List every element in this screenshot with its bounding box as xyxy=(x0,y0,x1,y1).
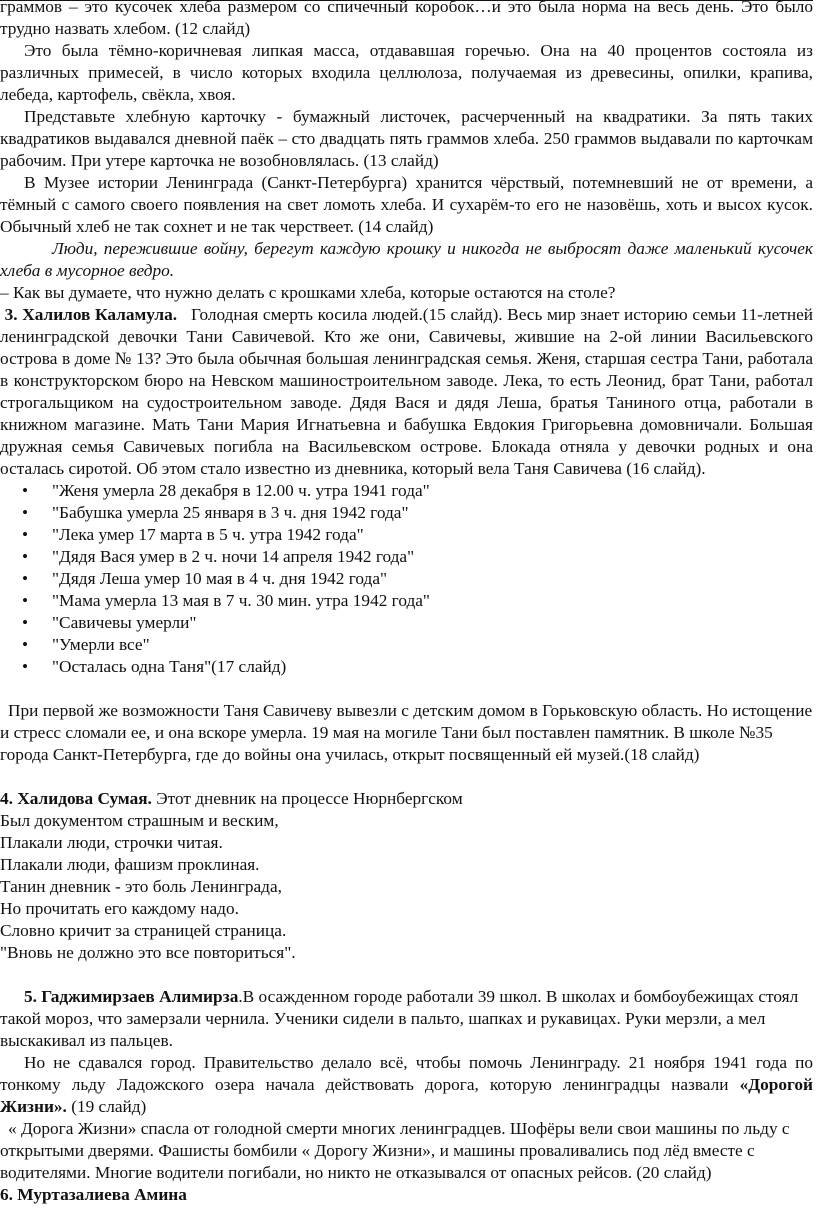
paragraph-museum: В Музее истории Ленинграда (Санкт-Петербурга) хранится чёрствый, потемневший не от времени, а тёмный с самого своего появления на свет ломоть хлеба. И сухарём-то его не назовёшь, хоть и высох кусок. Обычный хлеб не так сохнет и не так черствеет. (14 слайд) xyxy=(0,173,813,236)
paragraph-italic-crumbs xyxy=(0,238,813,282)
paragraph-bread-norm: граммов – это кусочек хлеба размером со спичечный коробок…и это была норма на весь день. Это было трудно назвать хлебом. (12 слайд) xyxy=(0,0,813,38)
speaker-name-3: 3. Халилов Каламула. xyxy=(4,305,178,324)
speaker-name-5: 5. Гаджимирзаев Алимирза xyxy=(24,987,239,1006)
poem-line: "Вновь не должно это все повториться". xyxy=(0,943,296,962)
paragraph-ration-card: Представьте хлебную карточку - бумажный листочек, расчерченный на квадратики. За пять таких квадратиков выдавался дневной паёк – сто двадцать пять граммов хлеба. 250 граммов выдавали по карточкам рабочим. При утере карточка не возобновлялась. (13 слайд) xyxy=(0,107,813,170)
list-item: • "Дядя Вася умер в 2 ч. ночи 14 апреля 1942 года" xyxy=(22,546,813,568)
section-5-text: .В осажденном городе работали 39 школ. В школах и бомбоубежищах стоял такой мороз, что замерзали чернила. Ученики сидели в пальто, шапках и рукавицах. Руки мерзли, а мел выскакивал из пальцев. xyxy=(0,987,799,1050)
diary-list xyxy=(0,480,813,678)
italic-text: Люди, пережившие войну, берегут каждую крошку и никогда не выбросят даже маленький кусочек хлеба в мусорное ведро. xyxy=(0,239,813,280)
poem-line: Словно кричит за страницей страница. xyxy=(0,921,287,940)
paragraph-drivers: « Дорога Жизни» спасла от голодной смерти многих ленинградцев. Шофёры вели свои машины по льду с открытыми дверями. Фашисты бомбили « Дорогу Жизни», и машины проваливались под лёд вместе с водителями. Многие водители погибали, но никто не отказывался от опасных рейсов. (20 слайд) xyxy=(0,1119,790,1182)
speaker-name-4: 4. Халидова Сумая. xyxy=(0,789,152,808)
paragraph-question: – Как вы думаете, что нужно делать с крошками хлеба, которые остаются на столе? xyxy=(0,283,616,302)
poem-line: 4. Халидова Сумая. Этот дневник на процессе Нюрнбергском xyxy=(0,789,463,808)
poem-line: Плакали люди, фашизм проклиная. xyxy=(0,855,260,874)
poem-line: Танин дневник - это боль Ленинграда, xyxy=(0,877,282,896)
poem-line: Плакали люди, строчки читая. xyxy=(0,833,223,852)
paragraph-evacuation: При первой же возможности Таня Савичеву вывезли с детским домом в Горьковскую область. Но истощение и стресс сломали ее, и она вскоре умерла. 19 мая на могиле Тани был поставлен памятник. В школе №35 города Санкт-Петербурга, где до войны она училась, открыт посвященный ей музей.(18 слайд) xyxy=(0,701,813,764)
list-item: • "Женя умерла 28 декабря в 12.00 ч. утра 1941 года" xyxy=(22,480,813,502)
list-item: • "Умерли все" xyxy=(22,634,813,656)
section-4 xyxy=(0,788,813,964)
list-item: • "Савичевы умерли" xyxy=(22,612,813,634)
section-3-text: Голодная смерть косила людей.(15 слайд). Весь мир знает историю семьи 11-летней ленинградской девочки Тани Савичевой. Кто же они, Савичевы, жившие на 2-ой линии Васильевского острова в доме № 13? Это была обычная большая ленинградская семья. Женя, старшая сестра Тани, работала в конструкторском бюро на Невском машиностроительном заводе. Лека, то есть Леонид, брат Тани, работал строгальщиком на судостроительном заводе. Дядя Вася и дядя Леша, братья Таниного отца, работали в книжном магазине. Мать Тани Мария Игнатьевна и бабушка Евдокия Григорьевна домовничали. Большая дружная семья Савичевых погибла на Васильевском острове. Блокада отняла у девочки родных и она осталась сиротой. Об этом стало известно из дневника, который вела Таня Савичева (16 слайд). xyxy=(0,305,813,478)
list-item: • "Дядя Леша умер 10 мая в 4 ч. дня 1942 года" xyxy=(22,568,813,590)
section-5 xyxy=(0,986,813,1052)
road-of-life-bold: «Дорогой Жизни». xyxy=(0,1075,813,1116)
paragraph-road-of-life: Но не сдавался город. Правительство делало всё, чтобы помочь Ленинграду. 21 ноября 1941 года по тонкому льду Ладожского озера начала действовать дорога, которую ленинградцы назвали «Дорогой Жизни». (19 слайд) xyxy=(0,1053,813,1116)
list-item: • "Лека умер 17 марта в 5 ч. утра 1942 года" xyxy=(22,524,813,546)
poem-line: Был документом страшным и веским, xyxy=(0,811,279,830)
paragraph-bread-composition: Это была тёмно-коричневая липкая масса, отдававшая горечью. Она на 40 процентов состояла из различных примесей, в число которых входила целлюлоза, получаемая из древесины, опилки, крапива, лебеда, картофель, свёкла, хвоя. xyxy=(0,41,813,104)
list-item: • "Мама умерла 13 мая в 7 ч. 30 мин. утра 1942 года" xyxy=(22,590,813,612)
list-item: • "Осталась одна Таня"(17 слайд) xyxy=(22,656,813,678)
section-3 xyxy=(0,304,813,480)
poem-line: Но прочитать его каждому надо. xyxy=(0,899,239,918)
speaker-name-6: 6. Муртазалиева Амина xyxy=(0,1185,187,1204)
list-item: • "Бабушка умерла 25 января в 3 ч. дня 1942 года" xyxy=(22,502,813,524)
section-6 xyxy=(0,1184,813,1206)
